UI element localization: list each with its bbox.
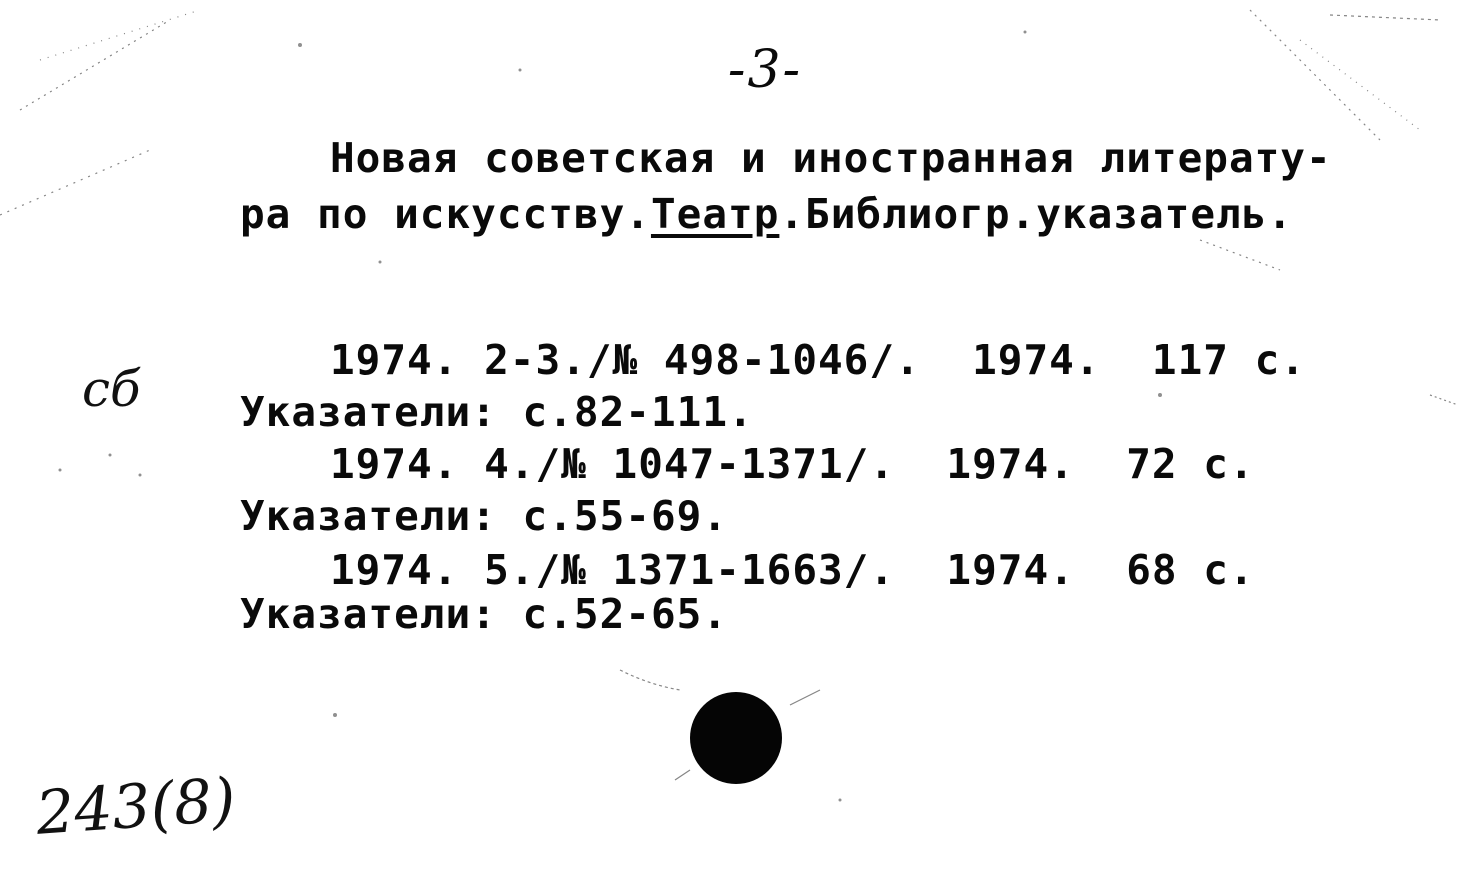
title-line-2-suffix: .Библиогр.указатель. xyxy=(779,190,1294,238)
title-line-2 xyxy=(240,190,1294,238)
issue-index-note: Указатели: с.82-111. xyxy=(240,388,754,436)
handwritten-shelf-mark: сб xyxy=(82,360,141,418)
punch-hole xyxy=(690,692,782,784)
issue-entry: 1974. 2-3./№ 498-1046/. 1974. 117 с. xyxy=(330,336,1306,384)
title-line-2-prefix: ра по искусству. xyxy=(240,190,651,238)
issue-index-note: Указатели: с.52-65. xyxy=(240,590,728,638)
title-line-1: Новая советская и иностранная литерату- xyxy=(330,134,1332,182)
issue-index-note: Указатели: с.55-69. xyxy=(240,492,728,540)
handwritten-call-number: 243(8) xyxy=(33,765,238,849)
issue-entry: 1974. 5./№ 1371-1663/. 1974. 68 с. xyxy=(330,546,1255,594)
issue-entry: 1974. 4./№ 1047-1371/. 1974. 72 с. xyxy=(330,440,1255,488)
title-underlined-word: Театр xyxy=(650,190,780,238)
page-number: -3- xyxy=(727,40,803,100)
